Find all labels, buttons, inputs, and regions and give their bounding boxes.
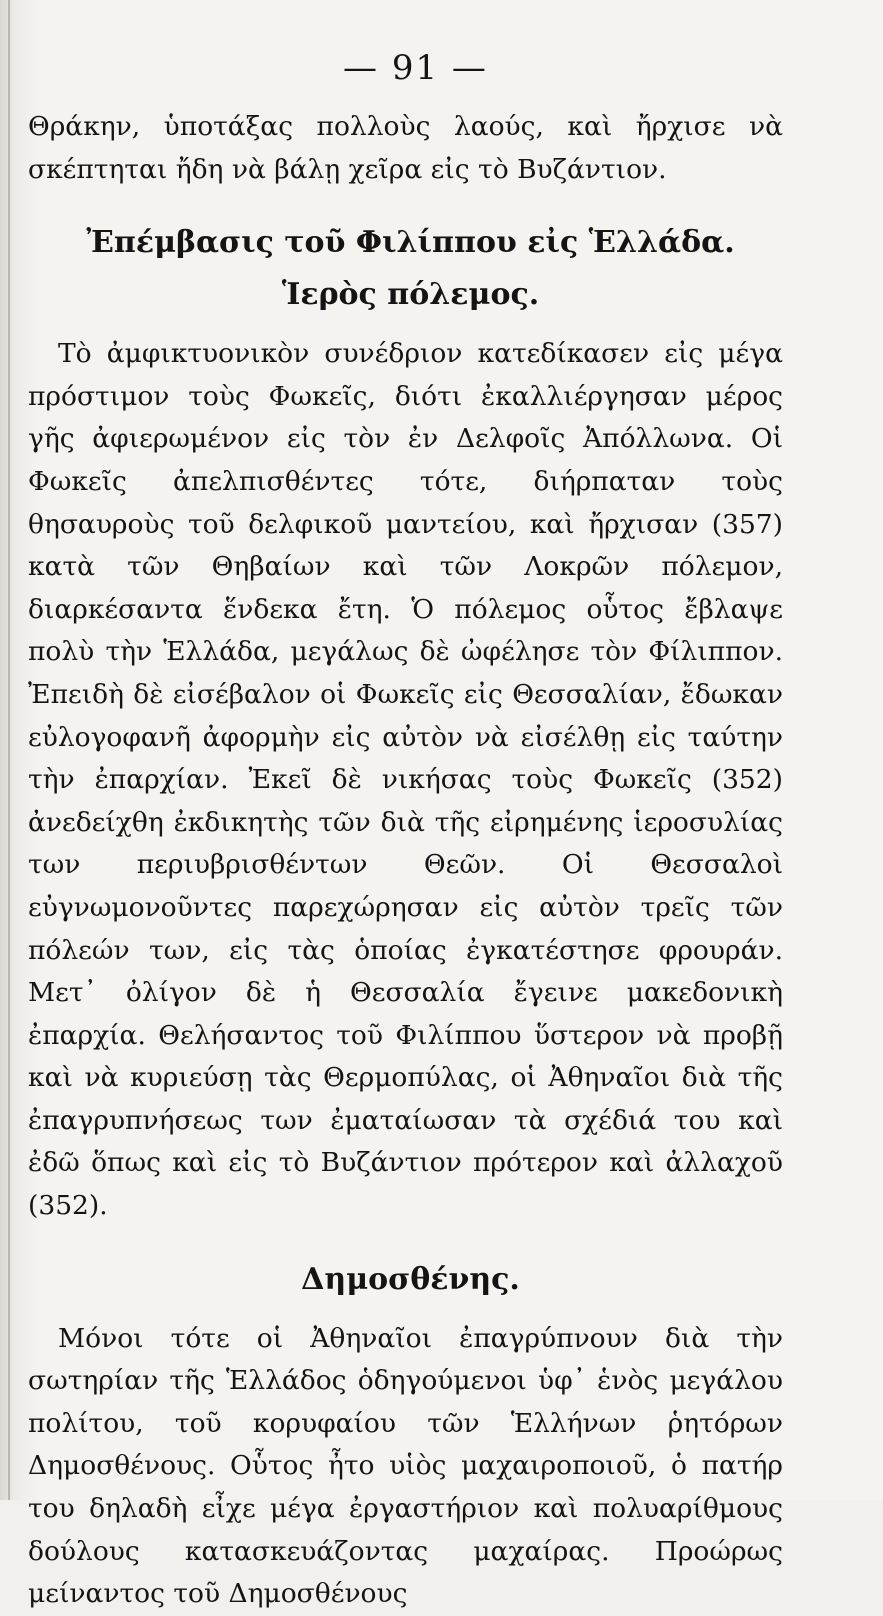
paragraph-demosthenes: Μόνοι τότε οἱ Ἀθηναῖοι ἐπαγρύπνουν διὰ τὴν σωτηρίαν τῆς Ἑλλάδος ὁδηγούμενοι ὑφ᾽ ἑνὸς μεγάλου πολίτου, τοῦ κορυφαίου τῶν Ἑλλήνων ῥητόρων Δημοσθένους. Οὗτος ἦτο υἱὸς μαχαιροποιοῦ, ὁ πατήρ του δηλαδὴ εἶχε μέγα ἐργαστήριον καὶ πολυαρίθμους δούλους κατασκευάζοντας μαχαίρας. Προώρως μείναντος τοῦ Δημοσθένους <box>28 1322 783 1610</box>
page-number: — 91 — <box>343 48 488 88</box>
section-heading-philip-intervention: Ἐπέμβασις τοῦ Φιλίππου εἰς Ἑλλάδα. <box>86 225 735 261</box>
paragraph-continuation: Θράκην, ὑποτάξας πολλοὺς λαούς, καὶ ἤρχισε νὰ σκέπτηται ἤδη νὰ βάλῃ χεῖρα εἰς τὸ Βυζάντιον. <box>28 111 783 185</box>
section-heading-demosthenes: Δημοσθένης. <box>301 1261 520 1297</box>
paragraph-sacred-war: Τὸ ἀμφικτυονικὸν συνέδριον κατεδίκασεν εἰς μέγα πρόστιμον τοὺς Φωκεῖς, διότι ἐκαλλιέργησαν μέρος γῆς ἀφιερωμένον εἰς τὸν ἐν Δελφοῖς Ἀπόλλωνα. Οἱ Φωκεῖς ἀπελπισθέντες τότε, διήρπαταν τοὺς θησαυροὺς τοῦ δελφικοῦ μαντείου, καὶ ἤρχισαν (357) κατὰ τῶν Θηβαίων καὶ τῶν Λοκρῶν πόλεμον, διαρκέσαντα ἕνδεκα ἔτη. Ὁ πόλεμος οὗτος ἔβλαψε πολὺ τὴν Ἑλλάδα, μεγάλως δὲ ὠφέλησε τὸν Φίλιππον. Ἐπειδὴ δὲ εἰσέβαλον οἱ Φωκεῖς εἰς Θεσσαλίαν, ἔδωκαν εὐλογοφανῆ ἀφορμὴν εἰς αὐτὸν νὰ εἰσέλθῃ εἰς ταύτην τὴν ἐπαρχίαν. Ἐκεῖ δὲ νικήσας τοὺς Φωκεῖς (352) ἀνεδείχθη ἐκδικητὴς τῶν διὰ τῆς εἰρημένης ἱεροσυλίας των περιυβρισθέντων Θεῶν. Οἱ Θεσσαλοὶ εὐγνωμονοῦντες παρεχώρησαν εἰς αὐτὸν τρεῖς τῶν πόλεών των, εἰς τὰς ὁποίας ἐγκατέστησε φρουράν. Μετ᾽ ὀλίγον δὲ ἡ Θεσσαλία ἔγεινε μακεδονικὴ ἐπαρχία. Θελήσαντος τοῦ Φιλίππου ὕστερον νὰ προβῇ καὶ νὰ κυριεύσῃ τὰς Θερμοπύλας, οἱ Ἀθηναῖοι διὰ τῆς ἐπαγρυπνήσεως των ἐματαίωσαν τὰ σχέδιά του καὶ ἐδῶ ὅπως καὶ εἰς τὸ Βυζάντιον πρότερον καὶ ἀλλαχοῦ (352). <box>28 338 783 1222</box>
section-subheading-sacred-war: Ἱερὸς πόλεμος. <box>281 277 540 313</box>
